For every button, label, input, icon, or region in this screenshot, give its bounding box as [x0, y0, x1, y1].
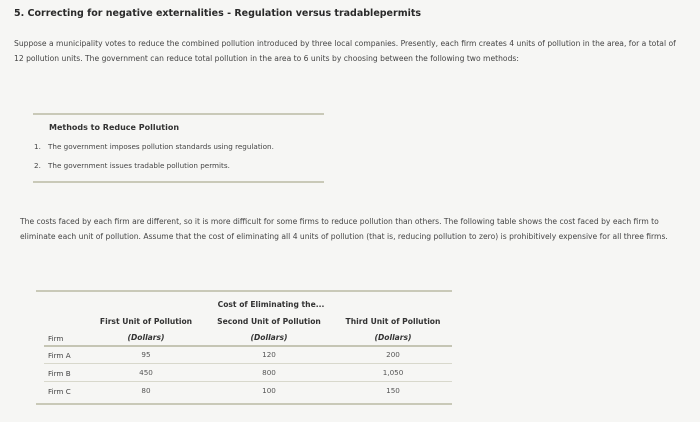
method-number: 1.: [34, 142, 41, 151]
column-header-first: First Unit of Pollution: [99, 317, 193, 326]
row-firm-c-second: 100: [262, 386, 276, 395]
header-divider: [44, 345, 452, 347]
row-divider: [44, 363, 452, 364]
intro-paragraph: Suppose a municipality votes to reduce the combined pollution introduced by three local companies. Presently, each firm creates 4 units of pollution in the area, for a total of 12 pollution units. The government can reduce total pollution in the area to 6 units by choosing between the following two methods:: [14, 39, 676, 63]
row-divider: [44, 381, 452, 382]
table-bottom-rule: [36, 403, 452, 405]
row-firm-c-label: Firm C: [48, 387, 71, 396]
row-firm-a-first: 95: [141, 350, 151, 359]
row-firm-a-third: 200: [386, 350, 400, 359]
row-firm-b-first: 450: [139, 368, 153, 377]
costs-paragraph: The costs faced by each firm are different, so it is more difficult for some firms to reduce pollution than others. The following table shows the cost faced by each firm to eliminate each unit of pollution. Assume that the cost of eliminating all 4 units of pollution (that is, reducing pollution to zero) is prohibitively expensive for all three firms.: [20, 217, 668, 241]
row-firm-c-first: 80: [141, 386, 151, 395]
column-unit-first: (Dollars): [127, 333, 165, 342]
column-unit-second: (Dollars): [250, 333, 288, 342]
row-firm-a-second: 120: [262, 350, 276, 359]
row-firm-b-label: Firm B: [48, 369, 71, 378]
method-text: The government imposes pollution standards using regulation.: [48, 142, 274, 151]
row-firm-b-second: 800: [262, 368, 276, 377]
column-header-third: Third Unit of Pollution: [345, 317, 441, 326]
row-firm-c-third: 150: [386, 386, 400, 395]
column-unit-third: (Dollars): [374, 333, 412, 342]
question-title: 5. Correcting for negative externalities - Regulation versus tradablepermits: [14, 8, 422, 19]
methods-heading: Methods to Reduce Pollution: [49, 123, 180, 132]
row-firm-a-label: Firm A: [48, 351, 71, 360]
row-firm-b-third: 1,050: [382, 368, 404, 377]
method-text: The government issues tradable pollution permits.: [48, 161, 230, 170]
group-header: Cost of Eliminating the...: [217, 300, 325, 309]
firm-header: Firm: [48, 334, 64, 343]
method-number: 2.: [34, 161, 41, 170]
column-header-second: Second Unit of Pollution: [217, 317, 321, 326]
